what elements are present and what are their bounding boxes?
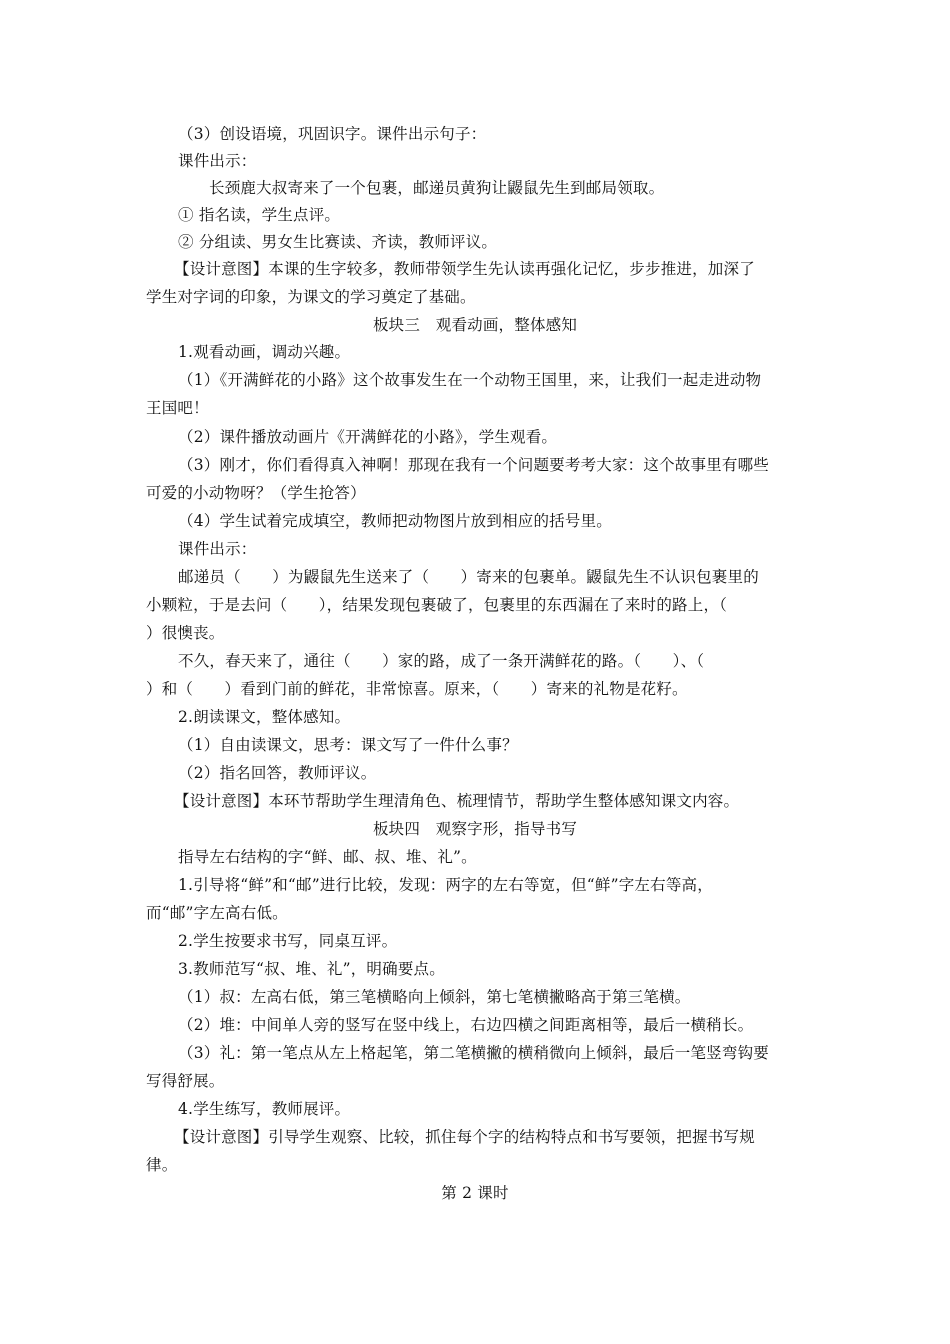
section-heading: 板块三 观看动画，整体感知 [372,316,578,334]
text-line: 4.学生练写，教师展评。 [178,1100,351,1118]
text-line: 不久，春天来了，通往（ ）家的路，成了一条开满鲜花的路。（ ）、（ [178,652,705,670]
section-heading: 板块四 观察字形，指导书写 [372,820,578,838]
text-line: （3）礼：第一笔点从左上格起笔，第二笔横撇的横稍微向上倾斜，最后一笔竖弯钩要 [178,1044,769,1062]
text-line: 而“邮”字左高右低。 [146,904,288,922]
text-line: ① 指名读，学生点评。 [178,206,341,224]
text-line: 1.引导将“鲜”和“邮”进行比较，发现：两字的左右等宽，但“鲜”字左右等高， [178,876,713,894]
text-line: 2.学生按要求书写，同桌互评。 [178,932,398,950]
text-line: （4）学生试着完成填空，教师把动物图片放到相应的括号里。 [178,512,612,530]
text-line: （1）叔：左高右低，第三笔横略向上倾斜，第七笔横撇略高于第三笔横。 [178,988,691,1006]
text-line: （1）《开满鲜花的小路》这个故事发生在一个动物王国里，来，让我们一起走进动物 [178,371,762,389]
text-line: 指导左右结构的字“鲜、邮、叔、堆、礼”。 [178,848,477,866]
design-intent-line: 【设计意图】本课的生字较多，教师带领学生先认读再强化记忆，步步推进，加深了 [174,260,755,278]
text-line: 长颈鹿大叔寄来了一个包裹，邮递员黄狗让鼹鼠先生到邮局领取。 [209,179,665,197]
text-line: 学生对字词的印象，为课文的学习奠定了基础。 [146,288,476,306]
design-intent-line: 【设计意图】引导学生观察、比较，抓住每个字的结构特点和书写要领，把握书写规 [174,1128,755,1146]
text-line: 可爱的小动物呀？（学生抢答） [146,484,366,502]
text-line: 小颗粒，于是去问（ ），结果发现包裹破了，包裹里的东西漏在了来时的路上，（ [146,596,728,614]
text-line: 写得舒展。 [146,1072,225,1090]
text-line: （2）指名回答，教师评议。 [178,764,377,782]
text-line: 邮递员（ ）为鼹鼠先生送来了（ ）寄来的包裹单。鼹鼠先生不认识包裹里的 [178,568,759,586]
text-line: ）很懊丧。 [146,624,225,642]
text-line: （2）堆：中间单人旁的竖写在竖中线上，右边四横之间距离相等，最后一横稍长。 [178,1016,754,1034]
text-line: 律。 [146,1156,178,1174]
text-line: （3）创设语境，巩固识字。课件出示句子： [178,125,487,143]
text-line: 王国吧！ [146,399,209,417]
text-line: ② 分组读、男女生比赛读、齐读，教师评议。 [178,233,498,251]
text-line: 1.观看动画，调动兴趣。 [178,343,351,361]
text-line: 3.教师范写“叔、堆、礼”，明确要点。 [178,960,445,978]
lesson-heading: 第 2 课时 [441,1184,509,1202]
text-line: （2）课件播放动画片《开满鲜花的小路》，学生观看。 [178,428,558,446]
text-line: 课件出示： [178,152,257,170]
text-line: （3）刚才，你们看得真入神啊！那现在我有一个问题要考考大家：这个故事里有哪些 [178,456,769,474]
text-line: 2.朗读课文，整体感知。 [178,708,351,726]
text-line: （1）自由读课文，思考：课文写了一件什么事？ [178,736,518,754]
text-line: ）和（ ）看到门前的鲜花，非常惊喜。原来，（ ）寄来的礼物是花籽。 [146,680,688,698]
text-line: 课件出示： [178,540,257,558]
design-intent-line: 【设计意图】本环节帮助学生理清角色、梳理情节，帮助学生整体感知课文内容。 [174,792,740,810]
